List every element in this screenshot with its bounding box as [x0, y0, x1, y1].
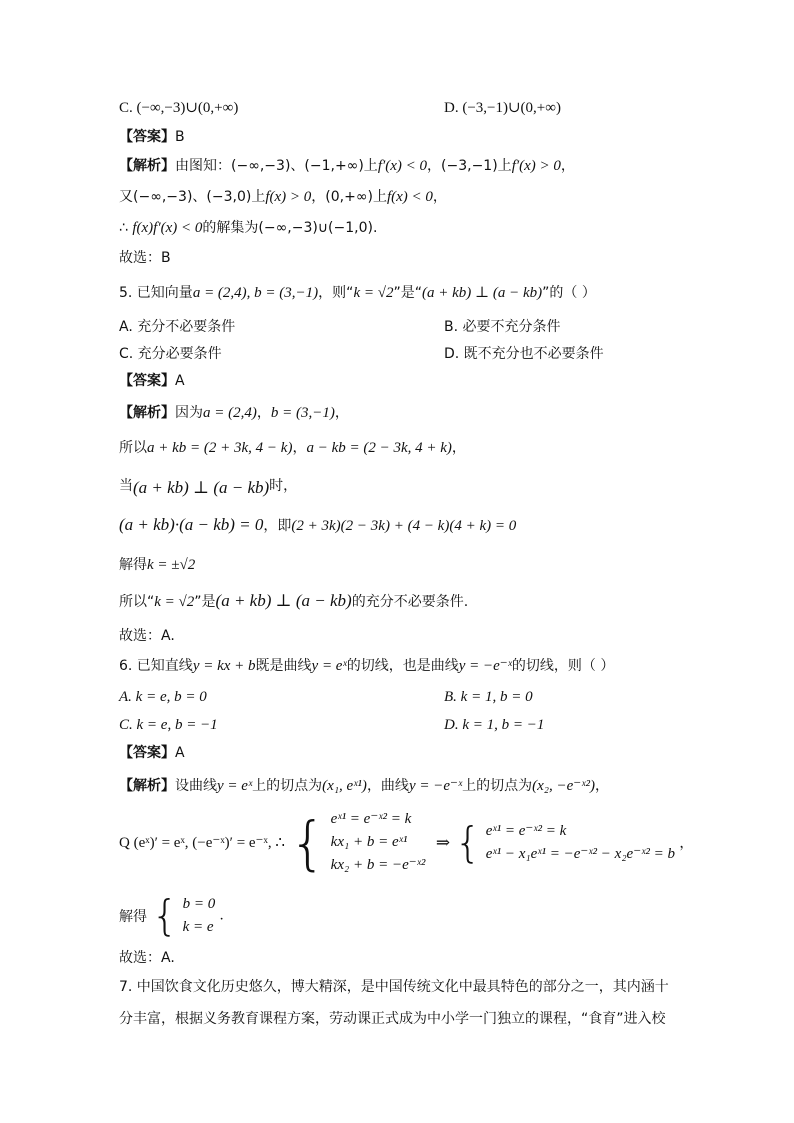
left-brace: {: [454, 817, 482, 867]
choose-line: 故选：A.: [119, 628, 175, 644]
analysis-line-4: (a + kb)·(a − kb) = 0，即(2 + 3k)(2 − 3k) + (4 − k)(4 + k) = 0: [119, 515, 517, 534]
analysis-line-2: 所以a + kb = (2 + 3k, 4 − k)，a − kb = (2 − 3k, 4 + k)，: [119, 440, 466, 456]
option-d: D. 既不充分也不必要条件: [444, 346, 604, 362]
choose-line: 故选：A.: [119, 950, 175, 966]
option-c: C. k = e, b = −1: [119, 717, 218, 733]
option-d: D. k = 1, b = −1: [444, 717, 545, 733]
question-7-line-2: 分丰富，根据义务教育课程方案，劳动课正式成为中小学一门独立的课程，“食育”进入校: [119, 1011, 666, 1027]
left-brace: {: [289, 808, 327, 877]
system-1: eˣ¹ = e⁻ˣ² = k kx₁ + b = eˣ¹ kx₂ + b = −e⁻ˣ²: [330, 811, 426, 873]
answer-line: 【答案】B: [119, 129, 185, 145]
analysis-line-5: 解得k = ±√2: [119, 557, 196, 573]
option-b: B. k = 1, b = 0: [444, 689, 533, 705]
option-c: C. 充分必要条件: [119, 346, 222, 362]
analysis-line-6: 所以“k = √2”是(a + kb) ⊥ (a − kb)的充分不必要条件.: [119, 591, 469, 610]
option-a: A. k = e, b = 0: [119, 689, 207, 705]
analysis-line-3: 当(a + kb) ⊥ (a − kb)时，: [119, 478, 298, 497]
answer-line: 【答案】A: [119, 745, 185, 761]
option-d: D. (−3,−1)∪(0,+∞): [444, 100, 561, 116]
analysis-line-1: 【解析】设曲线y = eˣ上的切点为(x₁, eˣ¹)，曲线y = −e⁻ˣ上的切点为(x₂, −e⁻ˣ²)，: [119, 778, 609, 794]
system-2: eˣ¹ = e⁻ˣ² = k eˣ¹ − x₁eˣ¹ = −e⁻ˣ² − x₂e⁻ˣ² = b: [485, 822, 675, 862]
solution-system: b = 0 k = e: [182, 896, 216, 935]
analysis-line-2: 又(−∞,−3)、(−3,0)上f(x) > 0，(0,+∞)上f(x) < 0，: [119, 189, 447, 205]
analysis-line-1: 【解析】因为a = (2,4)，b = (3,−1)，: [119, 405, 349, 421]
left-brace: {: [151, 891, 179, 940]
option-b: B. 必要不充分条件: [444, 319, 561, 335]
answer-line: 【答案】A: [119, 373, 185, 389]
option-a: A. 充分不必要条件: [119, 319, 236, 335]
question-5-stem: 5. 已知向量a = (2,4), b = (3,−1)，则“k = √2”是“(a + kb) ⊥ (a − kb)”的（ ）: [119, 285, 596, 301]
choose-line: 故选：B: [119, 250, 171, 266]
question-6-stem: 6. 已知直线y = kx + b既是曲线y = eˣ的切线，也是曲线y = −e⁻ˣ的切线，则（ ）: [119, 658, 615, 674]
analysis-line-1: 【解析】由图知：(−∞,−3)、(−1,+∞)上f′(x) < 0，(−3,−1)上f′(x) > 0，: [119, 158, 575, 174]
solve-line: 解得 { b = 0 k = e .: [119, 891, 224, 940]
option-c: C. (−∞,−3)∪(0,+∞): [119, 100, 239, 116]
analysis-line-3: ∴ f(x)f′(x) < 0的解集为(−∞,−3)∪(−1,0).: [119, 220, 378, 236]
question-7-line-1: 7. 中国饮食文化历史悠久，博大精深，是中国传统文化中最具特色的部分之一，其内涵十: [119, 979, 669, 995]
derivative-system-line: Q (eˣ)′ = eˣ, (−e⁻ˣ)′ = e⁻ˣ, ∴ { eˣ¹ = e⁻ˣ² = k kx₁ + b = eˣ¹ kx₂ + b = −e⁻ˣ² ⇒ { eˣ¹ = e⁻ˣ² = k eˣ¹ − x₁eˣ¹ = −e⁻ˣ² − x₂e⁻ˣ² = b ，: [119, 808, 694, 877]
